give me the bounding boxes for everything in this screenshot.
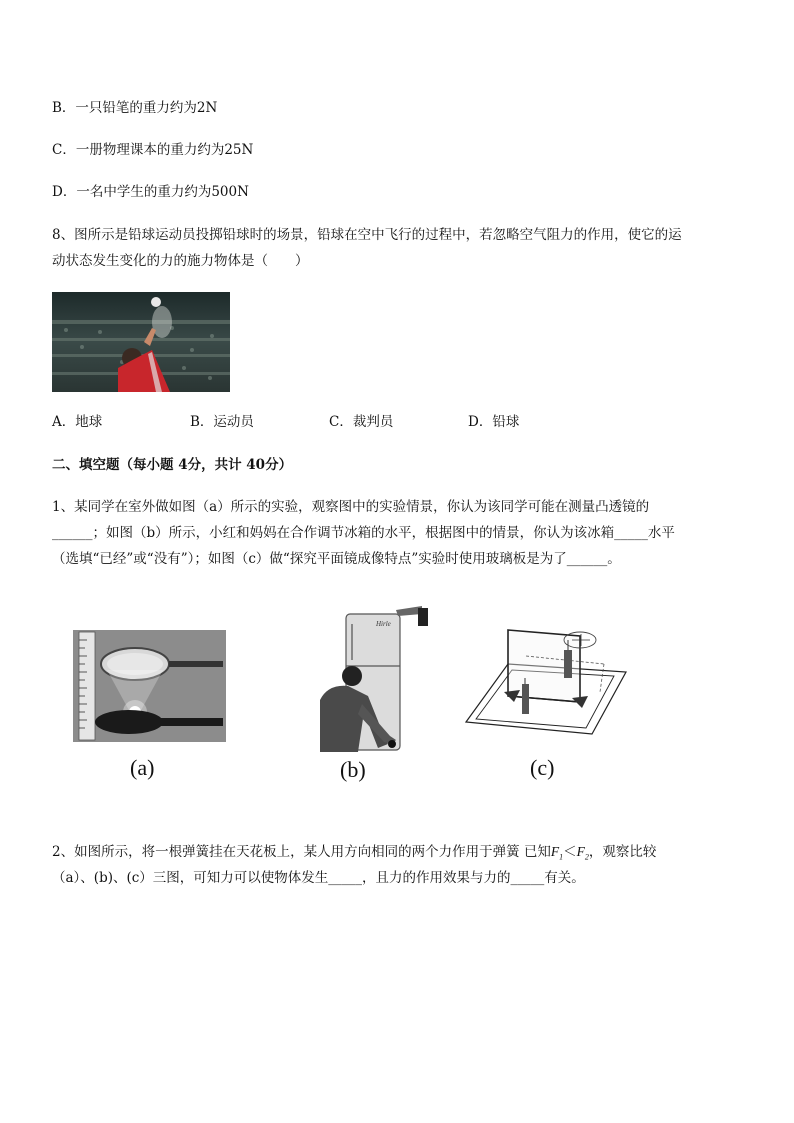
q8-stem-line1: 8、图所示是铅球运动员投掷铅球时的场景，铅球在空中飞行的过程中，若忽略空气阻力的作用，使它的运	[52, 227, 682, 243]
caption-a: (a)	[130, 755, 155, 780]
fill2-line1-pre: 2、如图所示，将一根弹簧挂在天花板上，某人用方向相同的两个力作用于弹簧 已知	[52, 844, 551, 860]
figure-b-fridge	[318, 604, 432, 752]
fill1-line3: （选填“已经”或“没有”）；如图（c）做“探究平面镜成像特点”实验时使用玻璃板是为了______。	[52, 551, 621, 567]
fill2-line1	[52, 843, 656, 867]
fill1-line1: 1、某同学在室外做如图（a）所示的实验，观察图中的实验情景，你认为该同学可能在测量凸透镜的	[52, 499, 650, 515]
q8-option-d: D．铅球	[468, 414, 520, 430]
option-b-prev: B．一只铅笔的重力约为2N	[52, 100, 218, 116]
caption-b: (b)	[340, 757, 366, 782]
fridge-brand-label: Hirle	[376, 620, 391, 628]
fill2-line2: （a）、(b)、(c）三图，可知力可以使物体发生_____，且力的作用效果与力的_____有关。	[52, 870, 585, 886]
force-f1: $F_1$	[550, 844, 564, 862]
caption-c: (c)	[530, 755, 555, 780]
figure-c-plane-mirror	[464, 626, 630, 738]
figure-a-lens-experiment	[73, 630, 226, 742]
q8-option-c: C．裁判员	[329, 414, 394, 430]
fill2-line1-post: ，观察比较	[588, 844, 657, 860]
force-f2: $F_2$	[576, 844, 589, 862]
section-title: 二、填空题（每小题 4分，共计 40分）	[52, 457, 293, 473]
less-than-sign: ＜	[563, 844, 577, 860]
option-d-prev: D．一名中学生的重力约为500N	[52, 184, 249, 200]
option-c-prev: C．一册物理课本的重力约为25N	[52, 142, 254, 158]
fill1-line2: ______；如图（b）所示，小红和妈妈在合作调节冰箱的水平，根据图中的情景，你认为该冰箱_____水平	[52, 525, 675, 541]
shot-put-photo	[52, 292, 230, 392]
q8-option-a: A．地球	[52, 414, 103, 430]
q8-stem-line2: 动状态发生变化的力的施力物体是（ ）	[52, 253, 309, 269]
q8-option-b: B．运动员	[190, 414, 254, 430]
